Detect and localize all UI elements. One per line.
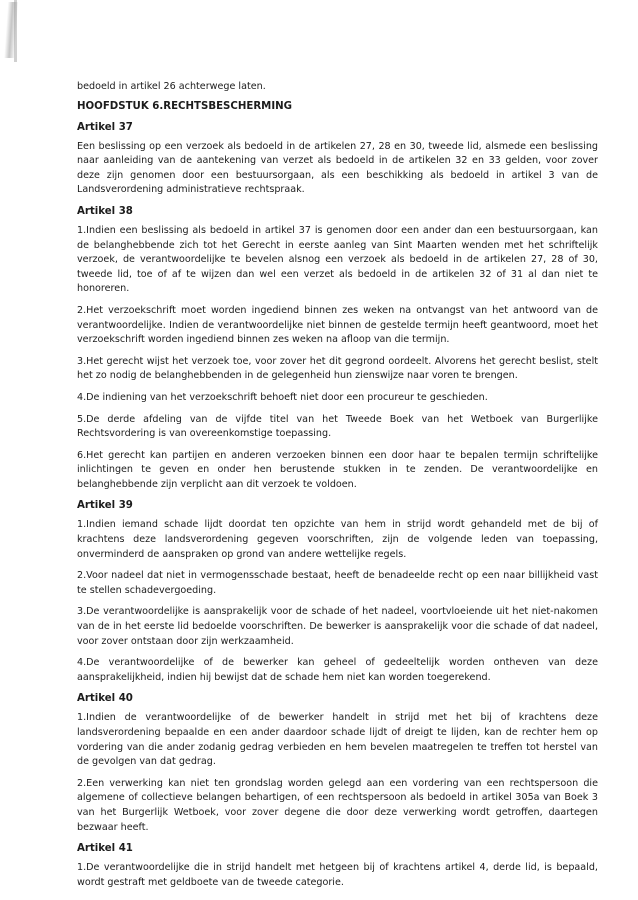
article-paragraph: 6.Het gerecht kan partijen en anderen verzoeken binnen een door haar te bepalen termijn schriftelijke inlichtingen te geven en onder hen berustende stukken in te zenden. De verantwoordelijke en belanghebbende zijn verplicht aan dit verzoek te voldoen. [77,449,598,490]
chapter-title: HOOFDSTUK 6.RECHTSBESCHERMING [77,100,292,112]
article-title: Artikel 38 [77,205,133,217]
article-title: Artikel 39 [77,500,133,512]
article-title: Artikel 37 [77,121,133,133]
article-paragraph: 1.Indien iemand schade lijdt doordat ten opzichte van hem in strijd wordt gehandeld met de bij of krachtens deze landsverordening gegeven voorschriften, zijn de volgende leden van toepassing, onverminderd de aanspraken op grond van andere wettelijke regels. [77,519,598,560]
article-title: Artikel 41 [77,843,133,855]
article-paragraph: 3.De verantwoordelijke is aansprakelijk voor de schade of het nadeel, voortvloeiende uit het niet-nakomen van de in het eerste lid bedoelde voorschriften. De bewerker is aansprakelijk voor die schade of dat nadeel, voor zover ontstaan door zijn werkzaamheid. [77,606,598,647]
article-paragraph: 5.De derde afdeling van de vijfde titel van het Tweede Boek van het Wetboek van Burgerlijke Rechtsvordering is van overeenkomstige toepassing. [77,413,598,440]
intro-text: bedoeld in artikel 26 achterwege laten. [77,81,266,92]
article-title: Artikel 40 [77,693,133,705]
article-paragraph: 1.De verantwoordelijke die in strijd handelt met hetgeen bij of krachtens artikel 4, derde lid, is bepaald, wordt gestraft met geldboete van de tweede categorie. [77,862,598,888]
scan-artifact-line [14,0,17,62]
article-paragraph: 2.Het verzoekschrift moet worden ingediend binnen zes weken na ontvangst van het antwoord van de verantwoordelijke. Indien de verantwoordelijke niet binnen de gestelde termijn heeft geantwoord, moet het verzoekschrift worden ingediend binnen zes weken na afloop van die termijn. [77,304,598,346]
article-paragraph: 1.Indien een beslissing als bedoeld in artikel 37 is genomen door een ander dan een bestuursorgaan, kan de belanghebbende zich tot het Gerecht in eerste aanleg van Sint Maarten wenden met het schriftelijk verzoek, de verantwoordelijke te bevelen alsnog een verzoek als bedoeld in de artikelen 27, 28 of 30, tweede lid, toe of af te wijzen dan wel een verzet als bedoeld in de artikelen 32 of 31 al dan niet te honoreren. [77,224,598,295]
article-paragraph: 4.De verantwoordelijke of de bewerker kan geheel of gedeeltelijk worden ontheven van deze aansprakelijkheid, indien hij bewijst dat de schade hem niet kan worden toegerekend. [77,657,598,683]
document-page [77,80,598,897]
article-paragraph: 2.Voor nadeel dat niet in vermogensschade bestaat, heeft de benadeelde recht op een naar billijkheid vast te stellen schadevergoeding. [77,570,598,596]
article-paragraph: 2.Een verwerking kan niet ten grondslag worden gelegd aan een vordering van een rechtspersoon die algemene of collectieve belangen behartigen, of een rechtspersoon als bedoeld in artikel 305a van Boek 3 van het Burgerlijk Wetboek, voor zover degene die door deze verwerking wordt getroffen, daartegen bezwaar heeft. [77,777,598,833]
article-paragraph: Een beslissing op een verzoek als bedoeld in de artikelen 27, 28 en 30, tweede lid, alsmede een beslissing naar aanleiding van de aantekening van verzet als bedoeld in de artikelen 32 en 33 gelden, voor zover deze zijn genomen door een bestuursorgaan, als een beschikking als bedoeld in artikel 3 van de Landsverordening administratieve rechtspraak. [77,140,598,196]
article-paragraph: 1.Indien de verantwoordelijke of de bewerker handelt in strijd met het bij of krachtens deze landsverordening bepaalde en een ander daardoor schade lijdt of dreigt te lijden, kan de rechter hem op vordering van die ander zodanig gedrag verbieden en hem bevelen maatregelen te treffen tot herstel van de gevolgen van dat gedrag. [77,712,598,768]
article-paragraph: 4.De indiening van het verzoekschrift behoeft niet door een procureur te geschieden. [77,391,488,403]
article-paragraph: 3.Het gerecht wijst het verzoek toe, voor zover het dit gegrond oordeelt. Alvorens het gerecht beslist, stelt het zo nodig de belanghebbenden in de gelegenheid hun zienswijze naar voren te brengen. [77,355,598,382]
